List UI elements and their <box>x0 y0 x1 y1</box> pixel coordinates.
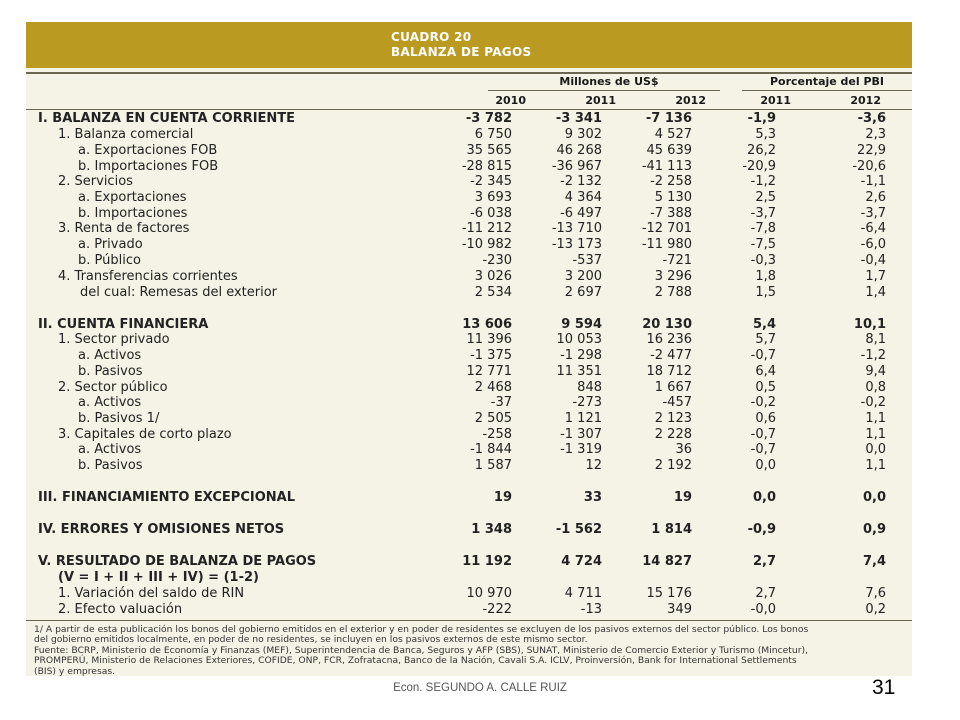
cell-value: -0,7 <box>750 427 776 442</box>
cell-value: 1,1 <box>865 427 886 442</box>
cell-value: 3 693 <box>474 190 512 205</box>
cell-value: -1,2 <box>750 174 776 189</box>
cell-value: -0,2 <box>860 395 886 410</box>
cell-value: -20,6 <box>852 159 886 174</box>
column-header-2010: 2010 <box>495 94 526 107</box>
cell-value: 5 130 <box>654 190 692 205</box>
row-label: I. BALANZA EN CUENTA CORRIENTE <box>38 111 296 126</box>
row-label: IV. ERRORES Y OMISIONES NETOS <box>38 522 285 537</box>
table-row <box>26 442 912 458</box>
cell-value: 22,9 <box>857 143 886 158</box>
cell-value: -1 844 <box>470 442 512 457</box>
cell-value: 19 <box>493 490 512 505</box>
cell-value: 11 192 <box>462 554 512 569</box>
cell-value: -2 477 <box>650 348 692 363</box>
page-number: 31 <box>872 676 896 699</box>
cell-value: 10 053 <box>556 332 602 347</box>
cell-value: -0,3 <box>750 253 776 268</box>
cell-value: -258 <box>482 427 512 442</box>
cell-value: -2 132 <box>560 174 602 189</box>
cell-value: 9,4 <box>865 364 886 379</box>
table-row <box>26 364 912 380</box>
table-row <box>26 190 912 206</box>
cell-value: 349 <box>667 602 692 617</box>
cell-value: 7,6 <box>865 586 886 601</box>
cell-value: -37 <box>490 395 512 410</box>
row-label: 1. Balanza comercial <box>58 127 194 142</box>
column-header-pct-2011: 2011 <box>760 94 791 107</box>
row-label: 2. Servicios <box>58 174 133 189</box>
cell-value: -1,2 <box>860 348 886 363</box>
cell-value: -457 <box>662 395 692 410</box>
cell-value: 16 236 <box>646 332 692 347</box>
cell-value: -0,9 <box>747 522 776 537</box>
cell-value: 1 121 <box>564 411 602 426</box>
cell-value: -6,0 <box>860 237 886 252</box>
cell-value: -28 815 <box>461 159 512 174</box>
cell-value: 20 130 <box>642 317 692 332</box>
cell-value: -1 562 <box>555 522 602 537</box>
cell-value: -6,4 <box>860 221 886 236</box>
cell-value: -273 <box>572 395 602 410</box>
row-label: b. Pasivos 1/ <box>78 411 160 426</box>
cell-value: 1,1 <box>865 458 886 473</box>
table-row <box>26 269 912 285</box>
cell-value: 5,4 <box>752 317 776 332</box>
cell-value: -6 497 <box>560 206 602 221</box>
cell-value: 3 026 <box>474 269 512 284</box>
row-label: V. RESULTADO DE BALANZA DE PAGOS <box>38 554 317 569</box>
table-notes <box>34 625 910 677</box>
table-row <box>26 206 912 222</box>
row-label: (V = I + II + III + IV) = (1-2) <box>58 570 259 585</box>
column-header-2012: 2012 <box>675 94 706 107</box>
cell-value: 2 505 <box>474 411 512 426</box>
note-line: PROMPERÚ, Ministerio de Relaciones Exteriores, COFIDE, ONP, FCR, Zofratacna, Banco de la Nación, Cavali S.A. ICLV, Proinversión, Bank for International Settlements <box>34 655 797 667</box>
cell-value: 1,1 <box>865 411 886 426</box>
group-rule-millions <box>488 90 720 91</box>
cell-value: -10 982 <box>461 237 512 252</box>
cell-value: -6 038 <box>470 206 512 221</box>
row-label: 2. Sector público <box>58 380 168 395</box>
cell-value: 5,3 <box>755 127 776 142</box>
cell-value: 1,7 <box>865 269 886 284</box>
cell-value: 0,2 <box>865 602 886 617</box>
table-row <box>26 348 912 364</box>
cell-value: 3 296 <box>654 269 692 284</box>
cell-value: -537 <box>572 253 602 268</box>
cell-value: 2,5 <box>755 190 776 205</box>
row-label: a. Exportaciones FOB <box>78 143 218 158</box>
cell-value: 1 667 <box>654 380 692 395</box>
cell-value: 0,5 <box>755 380 776 395</box>
table-row <box>26 285 912 301</box>
row-label: 3. Capitales de corto plazo <box>58 427 232 442</box>
row-label: 4. Transferencias corrientes <box>58 269 238 284</box>
row-label: del cual: Remesas del exterior <box>80 285 278 300</box>
cell-value: 7,4 <box>862 554 886 569</box>
table-row <box>26 253 912 269</box>
cell-value: 11 351 <box>556 364 602 379</box>
table-row <box>26 221 912 237</box>
table-row <box>26 174 912 190</box>
cell-value: 0,0 <box>755 458 776 473</box>
cell-value: 15 176 <box>646 586 692 601</box>
cell-value: 33 <box>583 490 602 505</box>
cell-value: 2,7 <box>752 554 776 569</box>
cell-value: -13 173 <box>551 237 602 252</box>
row-label: III. FINANCIAMIENTO EXCEPCIONAL <box>38 490 295 505</box>
cell-value: 1,8 <box>755 269 776 284</box>
cell-value: -11 980 <box>641 237 692 252</box>
table-row <box>26 380 912 396</box>
row-label: II. CUENTA FINANCIERA <box>38 317 209 332</box>
cell-value: 8,1 <box>865 332 886 347</box>
cell-value: 9 594 <box>561 317 602 332</box>
cell-value: 12 771 <box>466 364 512 379</box>
cell-value: -0,7 <box>750 348 776 363</box>
row-label: a. Exportaciones <box>78 190 187 205</box>
cell-value: -2 258 <box>650 174 692 189</box>
row-label: 2. Efecto valuación <box>58 602 183 617</box>
cell-value: 1,5 <box>755 285 776 300</box>
table-row <box>26 427 912 443</box>
cell-value: 2 192 <box>654 458 692 473</box>
cell-value: 4 711 <box>564 586 602 601</box>
cell-value: 10 970 <box>466 586 512 601</box>
note-line: 1/ A partir de esta publicación los bonos del gobierno emitidos en el exterior y en poder de residentes se excluyen de los pasivos externos del sector público. Los bonos <box>34 624 809 635</box>
cell-value: -1 319 <box>560 442 602 457</box>
note-line: del gobierno emitidos localmente, en poder de no residentes, se incluyen en los pasivos externos de este mismo sector. <box>34 634 588 646</box>
table-row <box>26 143 912 159</box>
cell-value: -1,9 <box>747 111 776 126</box>
cell-value: 14 827 <box>642 554 692 569</box>
cell-value: 11 396 <box>466 332 512 347</box>
cell-value: 2,6 <box>865 190 886 205</box>
cell-value: 1,4 <box>865 285 886 300</box>
cell-value: 2,3 <box>865 127 886 142</box>
table-subtitle: BALANZA DE PAGOS <box>391 45 532 59</box>
group-rule-gdp <box>742 90 912 91</box>
row-label: b. Importaciones <box>78 206 188 221</box>
cell-value: 0,0 <box>865 442 886 457</box>
cell-value: 2 697 <box>564 285 602 300</box>
cell-value: -0,0 <box>750 602 776 617</box>
cell-value: -41 113 <box>641 159 692 174</box>
cell-value: -3,7 <box>750 206 776 221</box>
cell-value: 36 <box>675 442 692 457</box>
table-banner <box>26 22 912 68</box>
cell-value: 13 606 <box>462 317 512 332</box>
cell-value: -7 136 <box>645 111 692 126</box>
table-row <box>26 411 912 427</box>
balance-of-payments-table <box>26 22 912 676</box>
note-line: (BIS) y empresas. <box>34 665 116 677</box>
table-row <box>26 570 912 586</box>
table-row <box>26 237 912 253</box>
cell-value: 9 302 <box>564 127 602 142</box>
cell-value: -7 388 <box>650 206 692 221</box>
cell-value: 1 348 <box>471 522 512 537</box>
cell-value: 0,0 <box>752 490 776 505</box>
cell-value: -3 341 <box>555 111 602 126</box>
cell-value: -1 298 <box>560 348 602 363</box>
cell-value: 2 534 <box>474 285 512 300</box>
cell-value: 3 200 <box>564 269 602 284</box>
cell-value: 4 364 <box>564 190 602 205</box>
row-label: 1. Sector privado <box>58 332 170 347</box>
cell-value: 2 123 <box>654 411 692 426</box>
cell-value: 2 788 <box>654 285 692 300</box>
table-row <box>26 159 912 175</box>
cell-value: -0,4 <box>860 253 886 268</box>
table-row <box>26 127 912 143</box>
cell-value: 0,9 <box>862 522 886 537</box>
cell-value: 4 724 <box>561 554 602 569</box>
cell-value: 1 814 <box>651 522 692 537</box>
cell-value: -13 <box>580 602 602 617</box>
cell-value: 10,1 <box>853 317 886 332</box>
cell-value: -2 345 <box>470 174 512 189</box>
cell-value: 6 750 <box>474 127 512 142</box>
row-label: b. Público <box>78 253 141 268</box>
table-row <box>26 332 912 348</box>
cell-value: 6,4 <box>755 364 776 379</box>
column-header-2011: 2011 <box>585 94 616 107</box>
row-label: 3. Renta de factores <box>58 221 190 236</box>
cell-value: -12 701 <box>641 221 692 236</box>
cell-value: 35 565 <box>466 143 512 158</box>
cell-value: 0,0 <box>862 490 886 505</box>
cell-value: 45 639 <box>646 143 692 158</box>
cell-value: 5,7 <box>755 332 776 347</box>
cell-value: -7,5 <box>750 237 776 252</box>
table-row <box>26 554 912 570</box>
row-label: a. Privado <box>78 237 143 252</box>
cell-value: -0,7 <box>750 442 776 457</box>
table-row <box>26 458 912 474</box>
row-label: a. Activos <box>78 348 142 363</box>
row-label: 1. Variación del saldo de RIN <box>58 586 245 601</box>
table-row <box>26 586 912 602</box>
cell-value: 18 712 <box>646 364 692 379</box>
column-header-pct-2012: 2012 <box>850 94 881 107</box>
cell-value: 2 468 <box>474 380 512 395</box>
cell-value: -13 710 <box>551 221 602 236</box>
cell-value: 0,6 <box>755 411 776 426</box>
top-rule <box>26 72 912 74</box>
cell-value: -1 307 <box>560 427 602 442</box>
table-row <box>26 317 912 333</box>
cell-value: 4 527 <box>654 127 692 142</box>
table-row <box>26 111 912 127</box>
cell-value: -20,9 <box>742 159 776 174</box>
cell-value: 2,7 <box>755 586 776 601</box>
row-label: b. Pasivos <box>78 364 143 379</box>
table-row <box>26 490 912 506</box>
cell-value: 848 <box>577 380 602 395</box>
group-header-gdp: Porcentaje del PBI <box>769 75 885 88</box>
note-line: Fuente: BCRP, Ministerio de Economía y Finanzas (MEF), Superintendencia de Banca, Seguros y AFP (SBS), SUNAT, Ministerio de Comercio Exterior y Turismo (Mincetur), <box>34 644 808 656</box>
cell-value: -36 967 <box>551 159 602 174</box>
cell-value: 26,2 <box>747 143 776 158</box>
row-label: b. Importaciones FOB <box>78 159 219 174</box>
cell-value: -0,2 <box>750 395 776 410</box>
table-row <box>26 522 912 538</box>
cell-value: -7,8 <box>750 221 776 236</box>
cell-value: 2 228 <box>654 427 692 442</box>
cell-value: -230 <box>482 253 512 268</box>
cell-value: 1 587 <box>474 458 512 473</box>
cell-value: -11 212 <box>461 221 512 236</box>
table-row <box>26 395 912 411</box>
cell-value: -3,7 <box>860 206 886 221</box>
group-header-millions: Millones de US$ <box>559 75 659 88</box>
table-title: CUADRO 20 <box>391 30 472 44</box>
cell-value: -1 375 <box>470 348 512 363</box>
cell-value: -721 <box>662 253 692 268</box>
row-label: a. Activos <box>78 395 142 410</box>
cell-value: -1,1 <box>860 174 886 189</box>
notes-rule <box>26 620 912 621</box>
footer-author: Econ. SEGUNDO A. CALLE RUIZ <box>393 682 567 694</box>
cell-value: 19 <box>673 490 692 505</box>
cell-value: 0,8 <box>865 380 886 395</box>
header-bottom-rule <box>26 109 912 110</box>
cell-value: -3,6 <box>857 111 886 126</box>
row-label: a. Activos <box>78 442 142 457</box>
table-row <box>26 602 912 618</box>
cell-value: -3 782 <box>465 111 512 126</box>
cell-value: -222 <box>482 602 512 617</box>
cell-value: 46 268 <box>556 143 602 158</box>
cell-value: 12 <box>585 458 602 473</box>
row-label: b. Pasivos <box>78 458 143 473</box>
